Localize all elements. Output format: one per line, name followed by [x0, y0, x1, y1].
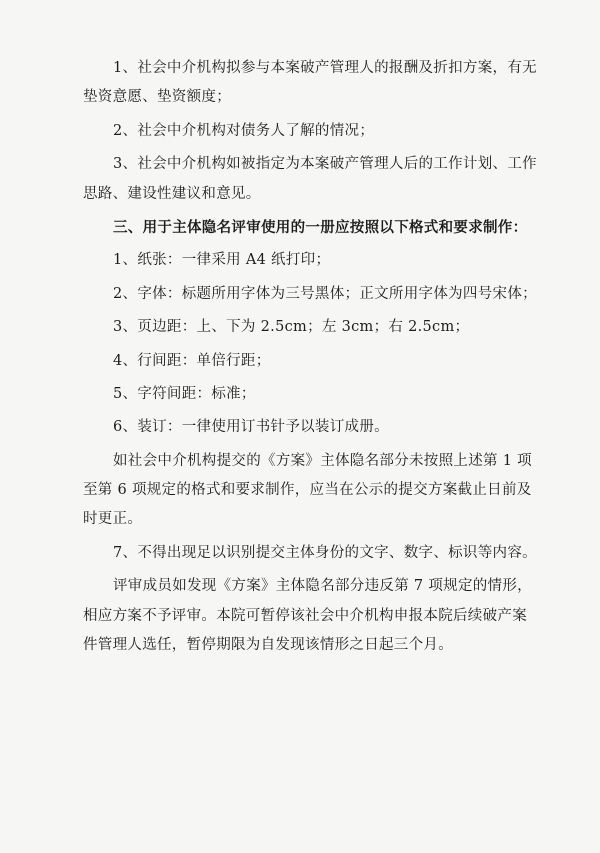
format-item-paper: 1、纸张：一律采用 A4 纸打印；: [113, 252, 331, 269]
format-item-binding: 6、装订：一律使用订书针予以装订成册。: [113, 419, 389, 436]
paragraph-penalty-line-1: 评审成员如发现《方案》主体隐名部分违反第 7 项规定的情形，: [113, 578, 532, 595]
paragraph-correction-line-2: 至第 6 项规定的格式和要求制作，应当在公示的提交方案截止日前及: [83, 482, 532, 499]
format-item-char-spacing: 5、字符间距：标准；: [113, 385, 256, 402]
format-item-anonymity: 7、不得出现足以识别提交主体身份的文字、数字、标识等内容。: [113, 544, 537, 561]
paragraph-3-line-2: 思路、建设性建议和意见。: [83, 185, 261, 202]
format-item-margins: 3、页边距：上、下为 2.5cm；左 3cm；右 2.5cm；: [113, 319, 470, 336]
paragraph-correction-line-1: 如社会中介机构提交的《方案》主体隐名部分未按照上述第 1 项: [113, 452, 532, 469]
paragraph-penalty-line-3: 件管理人选任，暂停期限为自发现该情形之日起三个月。: [83, 637, 453, 654]
section-heading-3: 三、用于主体隐名评审使用的一册应按照以下格式和要求制作：: [113, 218, 528, 236]
paragraph-1-line-1: 1、社会中介机构拟参与本案破产管理人的报酬及折扣方案，有无: [113, 60, 537, 76]
paragraph-penalty-line-2: 相应方案不予评审。本院可暂停该社会中介机构申报本院后续破产案: [83, 607, 527, 624]
format-item-font: 2、字体：标题所用字体为三号黑体；正文所用字体为四号宋体；: [113, 285, 537, 302]
paragraph-correction-line-3: 时更正。: [83, 511, 143, 528]
paragraph-1-line-2: 垫资意愿、垫资额度；: [83, 89, 231, 106]
paragraph-3-line-1: 3、社会中介机构如被指定为本案破产管理人后的工作计划、工作: [113, 156, 537, 173]
paragraph-2: 2、社会中介机构对债务人了解的情况；: [113, 122, 375, 139]
format-item-line-spacing: 4、行间距：单倍行距；: [113, 352, 271, 369]
